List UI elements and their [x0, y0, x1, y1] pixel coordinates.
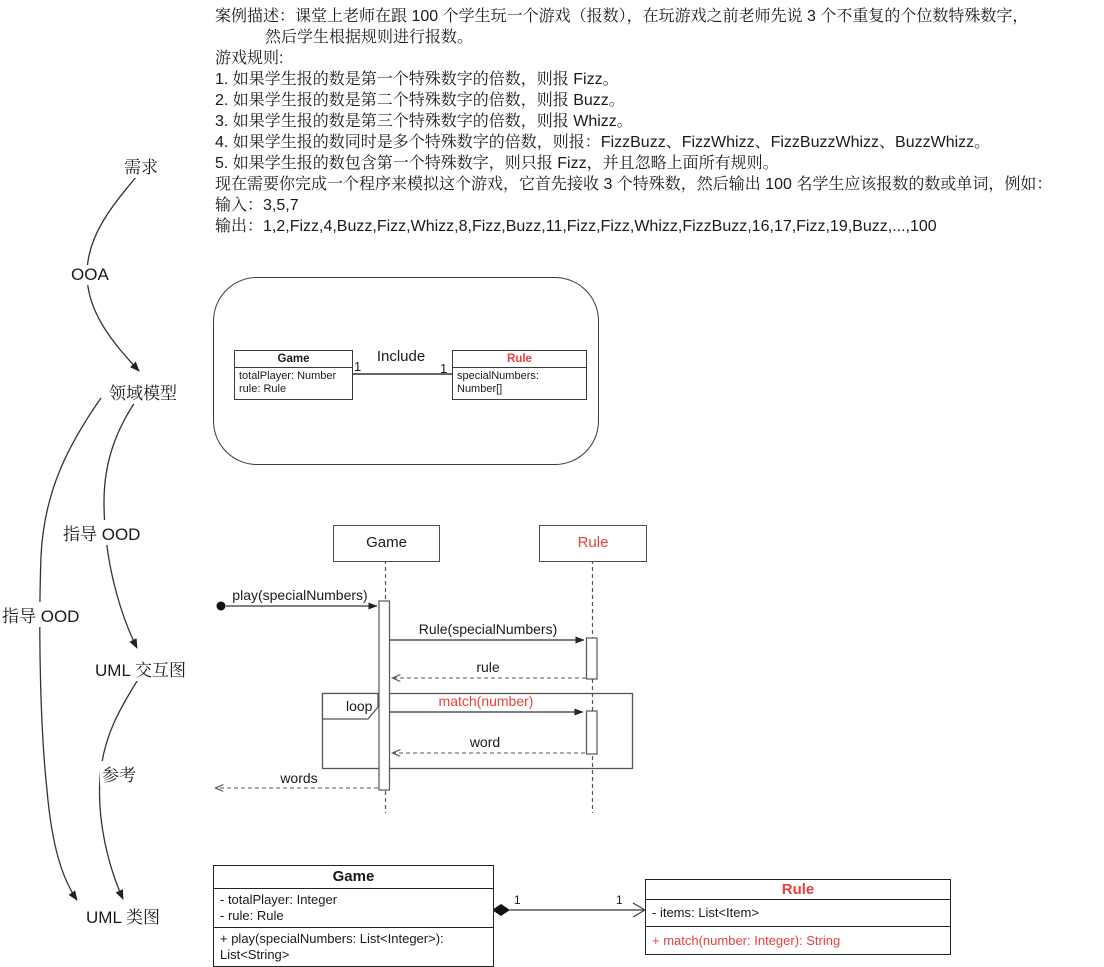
start-node — [217, 602, 226, 611]
arrow-interaction-to-class-diagram — [100, 678, 139, 899]
seq-msg-match: match(number) — [438, 693, 534, 709]
rule-line-5: 5. 如果学生报的数包含第一个特殊数字，则只报 Fizz，并且忽略上面所有规则。 — [215, 155, 779, 172]
domain-game-class — [234, 350, 353, 400]
class-rule-title: Rule — [646, 880, 950, 900]
class-game-title: Game — [214, 866, 493, 889]
description-line: 然后学生根据规则进行报数。 — [265, 29, 474, 46]
seq-msg-rule-return: rule — [476, 659, 500, 675]
composition-diamond — [492, 904, 510, 916]
rule-activation-bar-2 — [587, 711, 598, 754]
seq-msg-word-return: word — [469, 734, 501, 750]
seq-msg-words-return: words — [280, 770, 318, 786]
attribute: specialNumbers: Number[] — [457, 370, 539, 395]
class-game-methods — [214, 928, 493, 966]
flow-label-guide-ood-left: 指导 OOD — [0, 602, 81, 627]
attribute: rule: Rule — [239, 383, 287, 395]
rule-line-4: 4. 如果学生报的数同时是多个特殊数字的倍数，则报：FizzBuzz、FizzWhizz、FizzBuzzWhizz、BuzzWhizz。 — [215, 134, 991, 151]
class-rule-attributes — [646, 900, 950, 927]
attribute: totalPlayer: Number — [239, 370, 337, 382]
flow-label-reference: 参考 — [100, 761, 138, 786]
attribute: - rule: Rule — [220, 908, 284, 923]
class-game — [213, 865, 494, 967]
case-description — [215, 6, 1052, 237]
flow-label-requirement: 需求 — [122, 153, 160, 178]
attribute: - totalPlayer: Integer — [220, 892, 338, 907]
seq-game-lifeline-head: Game — [333, 525, 440, 562]
domain-game-attributes — [235, 368, 352, 397]
output-example: 输出：1,2,Fizz,4,Buzz,Fizz,Whizz,8,Fizz,Buzz,11,Fizz,Fizz,Whizz,FizzBuzz,16,17,Fizz,19,Buzz,...,100 — [215, 218, 937, 235]
seq-msg-ctor: Rule(specialNumbers) — [418, 621, 558, 637]
task-line: 现在需要你完成一个程序来模拟这个游戏，它首先接收 3 个特殊数，然后输出 100 名学生应该报数的数或单词，例如： — [215, 176, 1053, 193]
domain-game-title: Game — [235, 351, 352, 368]
input-example: 输入：3,5,7 — [215, 197, 299, 214]
flow-label-uml-class: UML 类图 — [84, 903, 162, 928]
class-rule-methods — [646, 927, 950, 954]
domain-mult-left: 1 — [354, 359, 362, 374]
class-rule — [645, 879, 951, 955]
seq-msg-play: play(specialNumbers) — [232, 587, 368, 603]
attribute: - items: List<Item> — [652, 905, 759, 920]
domain-rule-attributes — [453, 368, 586, 397]
method: + play(specialNumbers: List<Integer>): List<String> — [220, 931, 444, 962]
game-activation-bar — [379, 601, 390, 790]
seq-rule-lifeline-head: Rule — [539, 525, 647, 562]
rule-line-1: 1. 如果学生报的数是第一个特殊数字的倍数，则报 Fizz。 — [215, 71, 619, 88]
domain-include-label: Include — [376, 348, 426, 365]
domain-rule-title: Rule — [453, 351, 586, 368]
seq-loop-label: loop — [346, 698, 373, 714]
arrow-domain-model-to-class-diagram — [40, 398, 101, 900]
flow-label-ooa: OOA — [71, 265, 109, 284]
rule-activation-bar-1 — [587, 638, 598, 679]
class-mult-right: 1 — [616, 893, 623, 907]
class-mult-left: 1 — [514, 893, 521, 907]
rule-line-2: 2. 如果学生报的数是第二个特殊数字的倍数，则报 Buzz。 — [215, 92, 625, 109]
description-line: 案例描述：课堂上老师在跟 100 个学生玩一个游戏（报数），在玩游戏之前老师先说 3 个不重复的个位数特殊数字， — [215, 8, 1029, 25]
flow-label-domain-model: 领域模型 — [107, 379, 179, 404]
description-line: 游戏规则: — [215, 50, 284, 67]
flow-label-guide-ood-right: 指导 OOD — [61, 520, 142, 545]
rule-line-3: 3. 如果学生报的数是第三个特殊数字的倍数，则报 Whizz。 — [215, 113, 633, 130]
class-game-attributes — [214, 889, 493, 928]
domain-rule-class — [452, 350, 587, 400]
domain-mult-right: 1 — [440, 361, 448, 376]
flow-label-uml-interaction: UML 交互图 — [93, 656, 188, 681]
method: + match(number: Integer): String — [652, 933, 841, 948]
